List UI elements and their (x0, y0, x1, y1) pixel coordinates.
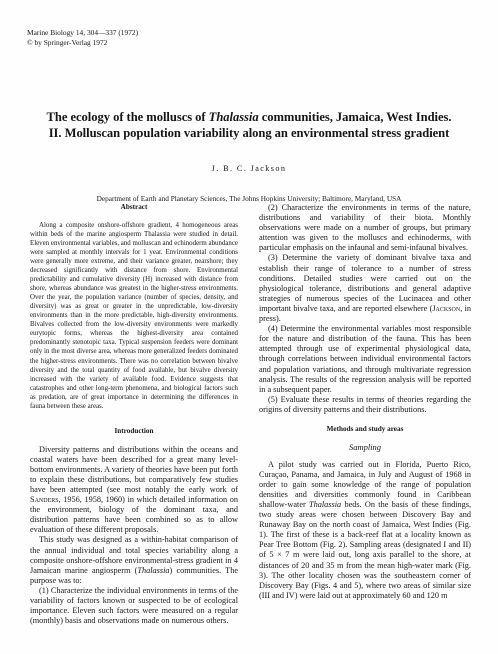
objective-3-pre: (3) Determine the variety of dominant bivalve taxa and establish their range of tolerance to a number of stress conditions. Detailed studies were carried out on the physiological tolerance, distributions and general adaptive strategies of numerous species of the Lucinacea and other important bivalve taxa, and are reported elsewhere ( (259, 253, 471, 313)
objective-5: (5) Evaluate these results in terms of theories regarding the origins of diversity patterns and their distributions. (259, 394, 471, 414)
title-block (20, 110, 478, 203)
methods-p-pre: A pilot study was carried out in Florida, Puerto Rico, Curaçao, Panama, and Jamaica, in July and August of 1968 in order to gain some knowledge of the range of population densities and diversities commonly found in Caribbean shallow-water (259, 459, 471, 509)
cited-author-2: Jackson (432, 303, 461, 313)
intro-p2-italic: Thalassia (137, 565, 170, 575)
objective-3-post: , in press). (259, 303, 471, 324)
journal-header (27, 28, 138, 48)
objective-2: (2) Characterize the environments in terms of the nature, distributions and variability of their biota. Monthly observations were made on a number of groups, but primary attention was given to the molluscs and echinoderms, with particular emphasis on the infaunal and semi-infaunal bivalves. (259, 203, 471, 253)
right-column (259, 203, 471, 601)
methods-p-italic: Thalassia (309, 499, 342, 509)
intro-p1-post: , 1956, 1958, 1960) in which detailed information on the environment, biology of the dominant taxa, and distribution patterns have been combined so as to allow evaluation of these different proposals. (30, 495, 238, 535)
intro-p2-pre: This study was designed as a within-habitat comparison of the annual individual and total species variability along a composite onshore-offshore environmental-stress gradient in 4 Jamaican marine angiosperm ( (30, 535, 238, 575)
sampling-subheading: Sampling (348, 441, 382, 452)
title-line2: II. Molluscan population variability along an environmental stress gradient (48, 125, 450, 140)
abstract-text: Along a composite onshore-offshore gradient, 4 homogeneous areas within beds of the marine angiosperm Thalassia were studied in detail. Eleven environmental variables, and molluscan and echinoderm abundance were sampled at monthly intervals for 1 year. Environmental conditions were generally more extreme, and their variance greater, nearshore; they decreased significantly with distance from shore. Environmental predictability and cumulative diversity (H) increased with distance from shore, whereas abundance was greatest in the higher-stress environments. Over the year, the population variance (number of species, density, and diversity) was as great or greater in the unpredictable, low-diversity environments than in the more predictable, high-diversity environments. Bivalves collected from the low-diversity environments were markedly eurytopic forms, whereas the highest-diversity area contained predominantly stenotopic taxa. Typical suspension feeders were dominant only in the most diverse area, whereas more generalized feeders dominated the higher-stress environments. There was no correlation between bivalve diversity and the total quantity of food available, but bivalve diversity increased with the variety of available food. Evidence suggests that catastrophes and other long-term phenomena, and biological factors such as predation, are of great importance in determining the differences in fauna between these areas. (30, 221, 238, 410)
abstract-heading: Abstract (120, 203, 148, 211)
title-line1-italic: Thalassia (208, 110, 259, 124)
copyright-notice: © by Springer-Verlag 1972 (27, 38, 108, 47)
article-title (20, 110, 478, 141)
intro-paragraph-2 (30, 535, 238, 585)
methods-heading: Methods and study areas (326, 424, 404, 433)
intro-paragraph-1 (30, 445, 238, 536)
methods-paragraph (259, 460, 471, 601)
objective-3 (259, 253, 471, 324)
intro-p2-post: ) communities. The purpose was to: (30, 565, 239, 585)
abstract-body (30, 221, 238, 411)
intro-paragraph-3: (1) Characterize the individual environments in terms of the variability of factors known or suspected to be of ecological importance. Eleven such factors were measured on a regular (monthly) basis and observations made on numerous others. (30, 585, 238, 626)
author-name: J. B. C. Jackson (211, 164, 287, 173)
author-affiliation: Department of Earth and Planetary Sciences, The Johns Hopkins University; Baltimore, Maryland, USA (96, 194, 402, 203)
introduction-heading: Introduction (114, 426, 154, 435)
left-column (30, 203, 238, 626)
title-line1-post: communities, Jamaica, West Indies. (258, 110, 452, 124)
objective-4: (4) Determine the environmental variables most responsible for the nature and distribution of the fauna. This has been attempted through use of experimental physiological data, through correlations between individual environmental factors and population variations, and through multivariate regression analysis. The results of the regression analysis will be reported in a subsequent paper. (259, 324, 471, 394)
methods-p-post: beds. On the basis of these findings, two study areas were chosen between Discovery Bay and Runaway Bay on the north coast of Jamaica, West Indies (Fig. 1). The first of these is a back-reef flat at a locality known as Pear Tree Bottom (Fig. 2). Sampling areas (designated I and II) of 5 × 7 m were laid out, long axis parallel to the shore, at distances of 20 and 35 m from the mean high-water mark (Fig. 3). The other locality chosen was the southeastern corner of Discovery Bay (Figs. 4 and 5), where two areas of similar size (III and IV) were laid out at approximately 60 and 120 m (259, 499, 472, 600)
title-line1-pre: The ecology of the molluscs of (46, 110, 209, 124)
journal-citation: Marine Biology 14, 304—337 (1972) (27, 28, 139, 37)
cited-author: Sanders (30, 495, 59, 505)
intro-p1-pre: Diversity patterns and distributions within the oceans and coastal waters have been described for a great many level-bottom environments. A variety of theories have been put forth to explain these distributions, but comparatively few studies have been attempted (see most notably the early work of (30, 444, 238, 494)
